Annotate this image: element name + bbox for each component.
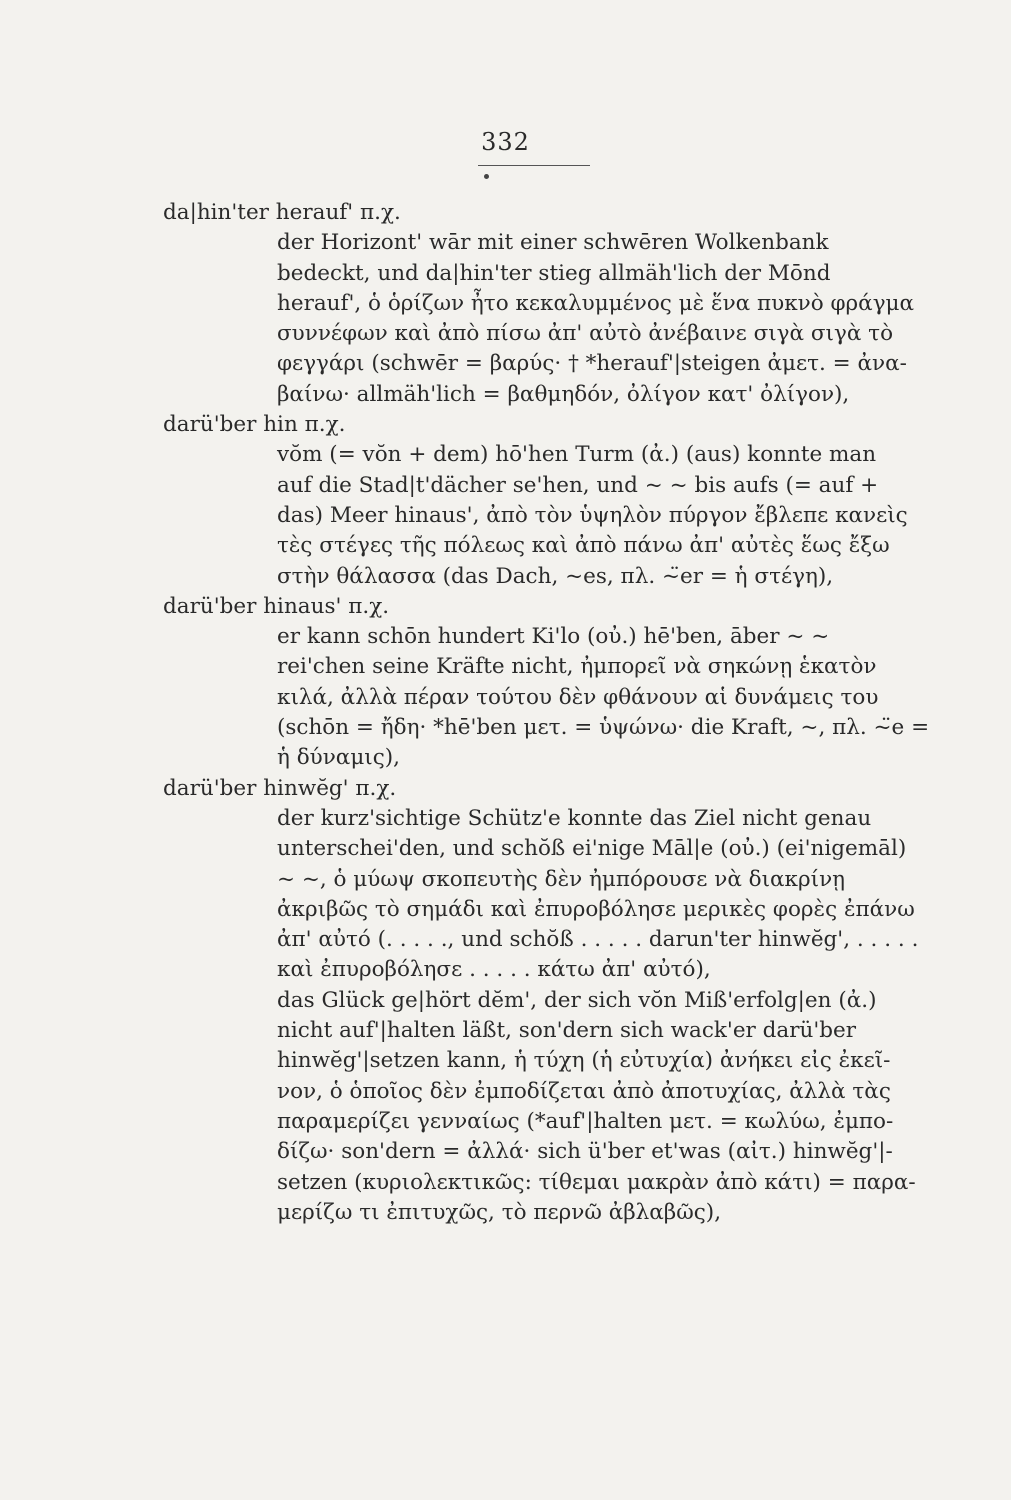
entry-headword-line: da|hin'ter herauf' π.χ. xyxy=(163,200,401,225)
entry-text-line: παραμερίζει γενναίως (*auf'|halten μετ. = κωλύω, ἐμπο- xyxy=(277,1108,894,1134)
ink-dot xyxy=(484,174,489,179)
entry-text-line: μερίζω τι ἐπιτυχῶς, τὸ περνῶ ἀβλαβῶς), xyxy=(277,1199,722,1225)
entry-text-line: φεγγάρι (schwēr = βαρύς· † *herauf'|steigen ἀμετ. = ἀνα- xyxy=(277,351,907,377)
entry-text-line: er kann schōn hundert Ki'lo (οὐ.) hē'ben, āber ~ ~ xyxy=(277,624,830,650)
entry-text-line: das Glück ge|hört dĕm', der sich vŏn Miß'erfolg|en (ἀ.) xyxy=(277,987,877,1013)
entry-headword-line: darü'ber hin π.χ. xyxy=(163,412,346,438)
entry-text-line: συννέφων καὶ ἀπὸ πίσω ἀπ' αὐτὸ ἀνέβαινε σιγὰ σιγὰ τὸ xyxy=(277,321,894,347)
entry-text-line: βαίνω· allmäh'lich = βαθμηδόν, ὀλίγον κατ' ὀλίγον), xyxy=(277,381,850,407)
entry-text-line: hinwĕg'|setzen kann, ἡ τύχη (ἡ εὐτυχία) ἀνήκει εἰς ἐκεῖ- xyxy=(277,1048,891,1074)
entry-text-line: ἀκριβῶς τὸ σημάδι καὶ ἐπυροβόλησε μερικὲς φορὲς ἐπάνω xyxy=(277,896,915,922)
entry-text-line: bedeckt, und da|hin'ter stieg allmäh'lich der Mōnd xyxy=(277,260,831,286)
entry-text-line: ἡ δύναμις), xyxy=(277,745,400,771)
entry-text-line: unterschei'den, und schŏß ei'nige Māl|e (οὐ.) (ei'nigemāl) xyxy=(277,836,907,862)
entry-headword-line: darü'ber hinwĕg' π.χ. xyxy=(163,775,397,801)
entry-text-line: der Horizont' wār mit einer schwēren Wolkenbank xyxy=(277,230,829,256)
page-number: 332 xyxy=(481,128,530,156)
dictionary-text xyxy=(0,198,1011,1228)
entry-text-line: vŏm (= vŏn + dem) hō'hen Turm (ἀ.) (aus) konnte man xyxy=(277,442,877,468)
entry-text-line: νον, ὁ ὁποῖος δὲν ἐμποδίζεται ἀπὸ ἀποτυχίας, ἀλλὰ τὰς xyxy=(277,1078,891,1104)
entry-text-line: setzen (κυριολεκτικῶς: τίθεμαι μακρὰν ἀπὸ κάτι) = παρα- xyxy=(277,1169,916,1195)
entry-text-line: auf die Stad|t'dächer se'hen, und ~ ~ bis aufs (= auf + xyxy=(277,472,879,498)
entry-text-line: στὴν θάλασσα (das Dach, ~es, πλ. ~̈er = ἡ στέγη), xyxy=(277,563,834,589)
entry-text-line: das) Meer hinaus', ἀπὸ τὸν ὑψηλὸν πύργον ἔβλεπε κανεὶς xyxy=(277,502,908,528)
page-number-rule xyxy=(478,165,590,166)
entry-text-line: ἀπ' αὐτό (. . . . ., und schŏß . . . . . darun'ter hinwĕg', . . . . . xyxy=(277,927,919,953)
entry-text-line: rei'chen seine Kräfte nicht, ἠμπορεῖ νὰ σηκώνῃ ἑκατὸν xyxy=(277,654,877,680)
entry-text-line: (schōn = ἤδη· *hē'ben μετ. = ὑψώνω· die Kraft, ~, πλ. ~̈e = xyxy=(277,715,930,741)
entry-text-line: nicht auf'|halten läßt, son'dern sich wack'er darü'ber xyxy=(277,1018,857,1044)
entry-headword-line: darü'ber hinaus' π.χ. xyxy=(163,593,390,619)
entry-text-line: ~ ~, ὁ μύωψ σκοπευτὴς δὲν ἠμπόρουσε νὰ διακρίνῃ xyxy=(277,866,846,892)
entry-text-line: herauf', ὁ ὁρίζων ἦτο κεκαλυμμένος μὲ ἕνα πυκνὸ φράγμα xyxy=(277,290,915,316)
entry-text-line: τὲς στέγες τῆς πόλεως καὶ ἀπὸ πάνω ἀπ' αὐτὲς ἕως ἔξω xyxy=(277,533,890,559)
entry-text-line: δίζω· son'dern = ἀλλά· sich ü'ber et'was (αἰτ.) hinwĕg'|- xyxy=(277,1139,893,1165)
entry-text-line: der kurz'sichtige Schütz'e konnte das Ziel nicht genau xyxy=(277,805,872,831)
entry-text-line: κιλά, ἀλλὰ πέραν τούτου δὲν φθάνουν αἱ δυνάμεις του xyxy=(277,684,879,710)
entry-text-line: καὶ ἐπυροβόλησε . . . . . κάτω ἀπ' αὐτό), xyxy=(277,957,711,983)
